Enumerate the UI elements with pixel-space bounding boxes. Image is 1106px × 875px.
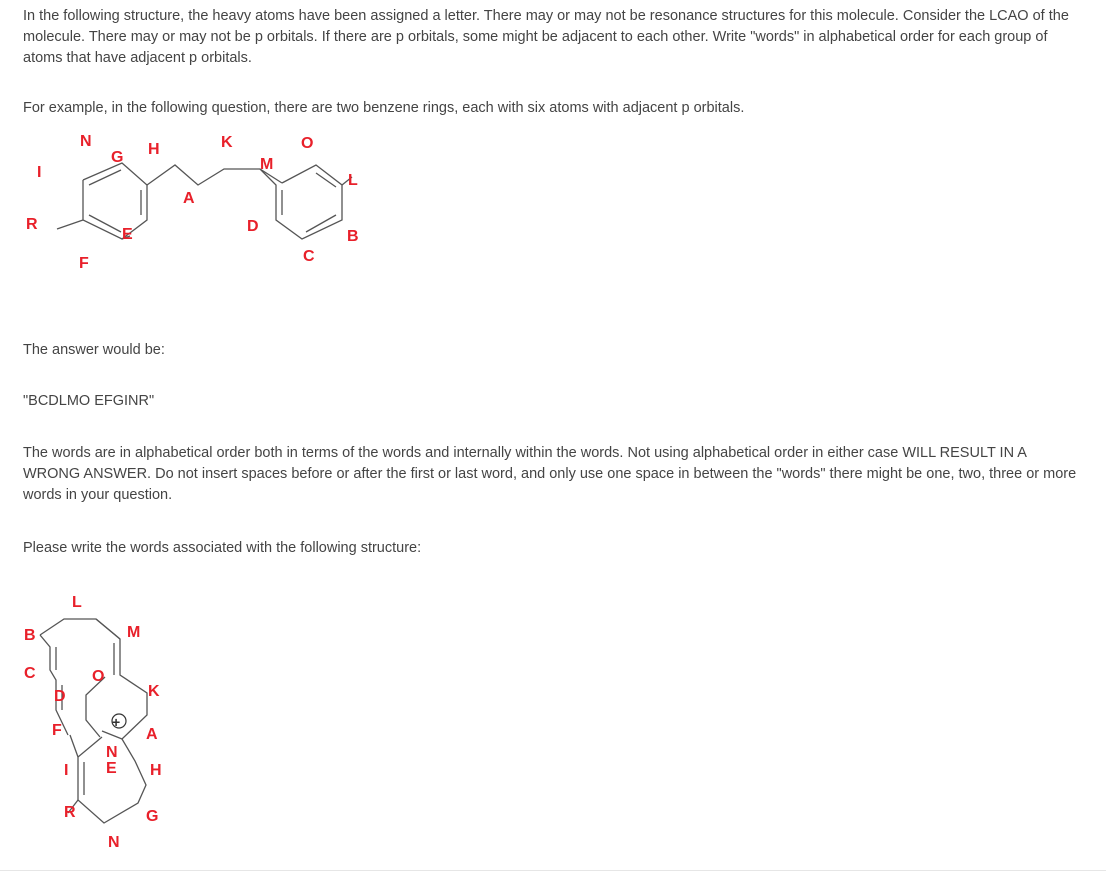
rules-text: The words are in alphabetical order both in terms of the words and internally within the words. Not using alphabetical order in either case WILL RESULT IN A WRONG ANSWER. Do not insert spaces before or after the first or last word, and only use one space in between the "words" there might be one, two, three or more words in your question.	[23, 445, 1077, 503]
question-atom-n: N	[106, 744, 118, 761]
question-atom-i: I	[64, 762, 69, 779]
prompt-text: Please write the words associated with the following structure:	[23, 540, 422, 556]
example-atom-k: K	[221, 134, 233, 151]
example-atom-n: N	[80, 133, 92, 150]
question-atom-d: D	[54, 688, 66, 705]
question-atom-l: L	[72, 594, 82, 611]
example-bonds	[57, 163, 352, 239]
example-structure	[20, 125, 380, 275]
question-atom-a: A	[146, 726, 158, 743]
question-atom-o: O	[92, 668, 105, 685]
question-atom-m: M	[127, 624, 141, 641]
example-atom-d: D	[247, 218, 259, 235]
answer-value: "BCDLMO EFGINR"	[23, 393, 155, 409]
bottom-divider	[0, 870, 1106, 871]
answer-label: The answer would be:	[23, 342, 165, 358]
intro-text: In the following structure, the heavy atoms have been assigned a letter. There may or may not be resonance structures for this molecule. Consider the LCAO of the molecule. There may or may not be p orbitals. If there are p orbitals, some might be adjacent to each other. Write "words" in alphabetical order for each group of atoms that have adjacent p orbitals.	[23, 8, 1069, 66]
example-atom-f: F	[79, 255, 89, 272]
question-atom-n-bottom: N	[108, 834, 120, 851]
question-atom-b: B	[24, 627, 36, 644]
charge-symbol: +	[112, 714, 121, 730]
example-atom-i: I	[37, 164, 42, 181]
question-atom-g: G	[146, 808, 159, 825]
example-atom-o: O	[301, 135, 314, 152]
example-atom-r: R	[26, 216, 38, 233]
question-structure	[20, 585, 220, 860]
question-atom-h: H	[150, 762, 162, 779]
example-atom-l: L	[348, 172, 358, 189]
example-atom-g: G	[111, 149, 124, 166]
example-atom-h: H	[148, 141, 160, 158]
example-intro-text: For example, in the following question, there are two benzene rings, each with six atoms with adjacent p orbitals.	[23, 100, 745, 116]
question-atom-r: R	[64, 804, 76, 821]
example-atom-labels	[26, 133, 359, 272]
example-atom-b: B	[347, 228, 359, 245]
question-atom-c: C	[24, 665, 36, 682]
example-atom-e: E	[122, 226, 133, 243]
example-atom-a: A	[183, 190, 195, 207]
example-atom-m: M	[260, 156, 274, 173]
question-atom-e: E	[106, 760, 117, 777]
question-bonds	[40, 619, 147, 823]
question-atom-f: F	[52, 722, 62, 739]
question-atom-k: K	[148, 683, 160, 700]
example-atom-c: C	[303, 248, 315, 265]
